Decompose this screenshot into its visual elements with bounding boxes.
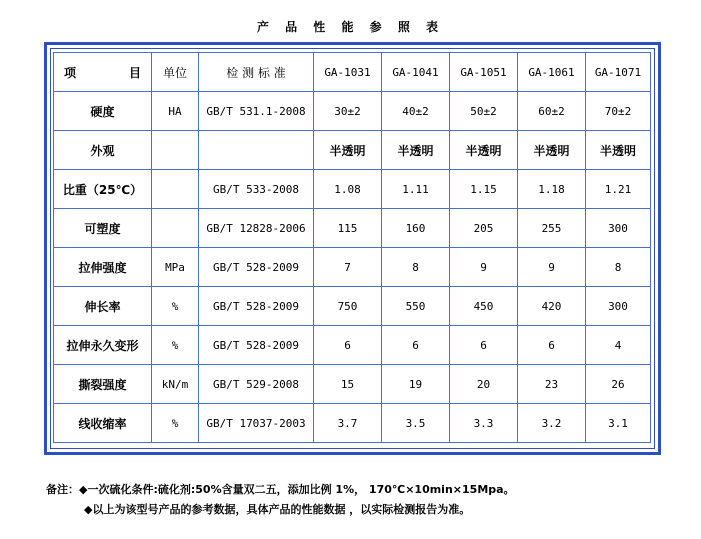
row-value: 1.18 — [518, 170, 586, 209]
table-body — [54, 53, 651, 443]
page-title: 产 品 性 能 参 照 表 — [256, 20, 445, 34]
row-value: 420 — [518, 287, 586, 326]
row-value: 115 — [314, 209, 382, 248]
table-row — [54, 365, 651, 404]
row-value: 1.11 — [382, 170, 450, 209]
row-value: 6 — [450, 326, 518, 365]
property-table — [53, 52, 651, 443]
row-value: 19 — [382, 365, 450, 404]
row-value: 3.2 — [518, 404, 586, 443]
table-row — [54, 131, 651, 170]
header-unit: 单位 — [152, 53, 199, 92]
header-item-right: 目 — [128, 65, 141, 80]
row-value: 300 — [586, 287, 651, 326]
row-unit — [152, 131, 199, 170]
table-frame — [44, 42, 661, 455]
row-value: 70±2 — [586, 92, 651, 131]
row-unit: HA — [152, 92, 199, 131]
row-value: 6 — [382, 326, 450, 365]
row-value: 300 — [586, 209, 651, 248]
table-row — [54, 170, 651, 209]
row-unit — [152, 209, 199, 248]
row-value: 7 — [314, 248, 382, 287]
row-value: 半透明 — [382, 131, 450, 170]
row-unit: kN/m — [152, 365, 199, 404]
row-value: 3.7 — [314, 404, 382, 443]
row-value: 255 — [518, 209, 586, 248]
row-value: 8 — [586, 248, 651, 287]
row-value: 半透明 — [450, 131, 518, 170]
row-standard: GB/T 529-2008 — [199, 365, 314, 404]
row-unit — [152, 170, 199, 209]
row-value: 6 — [314, 326, 382, 365]
row-value: 750 — [314, 287, 382, 326]
row-value: 4 — [586, 326, 651, 365]
row-value: 9 — [518, 248, 586, 287]
header-row — [54, 53, 651, 92]
row-property-name: 拉伸强度 — [54, 248, 152, 287]
row-value: 1.15 — [450, 170, 518, 209]
row-value: 半透明 — [586, 131, 651, 170]
row-standard — [199, 131, 314, 170]
row-value: 50±2 — [450, 92, 518, 131]
header-model: GA-1061 — [518, 53, 586, 92]
row-property-name: 拉伸永久变形 — [54, 326, 152, 365]
row-property-name: 比重（25℃） — [54, 170, 152, 209]
table-row — [54, 92, 651, 131]
note-line-2: ◆以上为该型号产品的参考数据，具体产品的性能数据 ，以实际检测报告为准。 — [84, 503, 471, 516]
table-row — [54, 404, 651, 443]
row-value: 6 — [518, 326, 586, 365]
header-item — [54, 53, 152, 92]
row-standard: GB/T 533-2008 — [199, 170, 314, 209]
row-standard: GB/T 12828-2006 — [199, 209, 314, 248]
row-standard: GB/T 17037-2003 — [199, 404, 314, 443]
row-value: 1.08 — [314, 170, 382, 209]
table-row — [54, 287, 651, 326]
row-standard: GB/T 531.1-2008 — [199, 92, 314, 131]
header-model: GA-1051 — [450, 53, 518, 92]
header-model: GA-1041 — [382, 53, 450, 92]
header-model: GA-1071 — [586, 53, 651, 92]
row-value: 3.5 — [382, 404, 450, 443]
row-unit: % — [152, 326, 199, 365]
header-standard: 检 测 标 准 — [199, 53, 314, 92]
row-value: 30±2 — [314, 92, 382, 131]
row-value: 8 — [382, 248, 450, 287]
row-standard: GB/T 528-2009 — [199, 287, 314, 326]
row-value: 半透明 — [518, 131, 586, 170]
row-property-name: 撕裂强度 — [54, 365, 152, 404]
row-value: 40±2 — [382, 92, 450, 131]
row-value: 60±2 — [518, 92, 586, 131]
row-value: 205 — [450, 209, 518, 248]
row-value: 15 — [314, 365, 382, 404]
row-property-name: 伸长率 — [54, 287, 152, 326]
row-property-name: 外观 — [54, 131, 152, 170]
row-value: 半透明 — [314, 131, 382, 170]
row-unit: % — [152, 287, 199, 326]
row-unit: MPa — [152, 248, 199, 287]
row-value: 1.21 — [586, 170, 651, 209]
row-property-name: 线收缩率 — [54, 404, 152, 443]
row-value: 450 — [450, 287, 518, 326]
table-row — [54, 209, 651, 248]
row-value: 26 — [586, 365, 651, 404]
note-line-1: 备注：◆一次硫化条件:硫化剂:50%含量双二五，添加比例 1%， 170℃×10min×15Mpa。 — [46, 483, 515, 496]
row-standard: GB/T 528-2009 — [199, 248, 314, 287]
row-value: 160 — [382, 209, 450, 248]
row-value: 20 — [450, 365, 518, 404]
row-value: 9 — [450, 248, 518, 287]
row-property-name: 硬度 — [54, 92, 152, 131]
table-row — [54, 326, 651, 365]
header-model: GA-1031 — [314, 53, 382, 92]
table-row — [54, 248, 651, 287]
row-value: 3.1 — [586, 404, 651, 443]
row-value: 23 — [518, 365, 586, 404]
row-value: 3.3 — [450, 404, 518, 443]
row-standard: GB/T 528-2009 — [199, 326, 314, 365]
header-item-left: 项 — [64, 65, 77, 80]
row-unit: % — [152, 404, 199, 443]
row-property-name: 可塑度 — [54, 209, 152, 248]
row-value: 550 — [382, 287, 450, 326]
